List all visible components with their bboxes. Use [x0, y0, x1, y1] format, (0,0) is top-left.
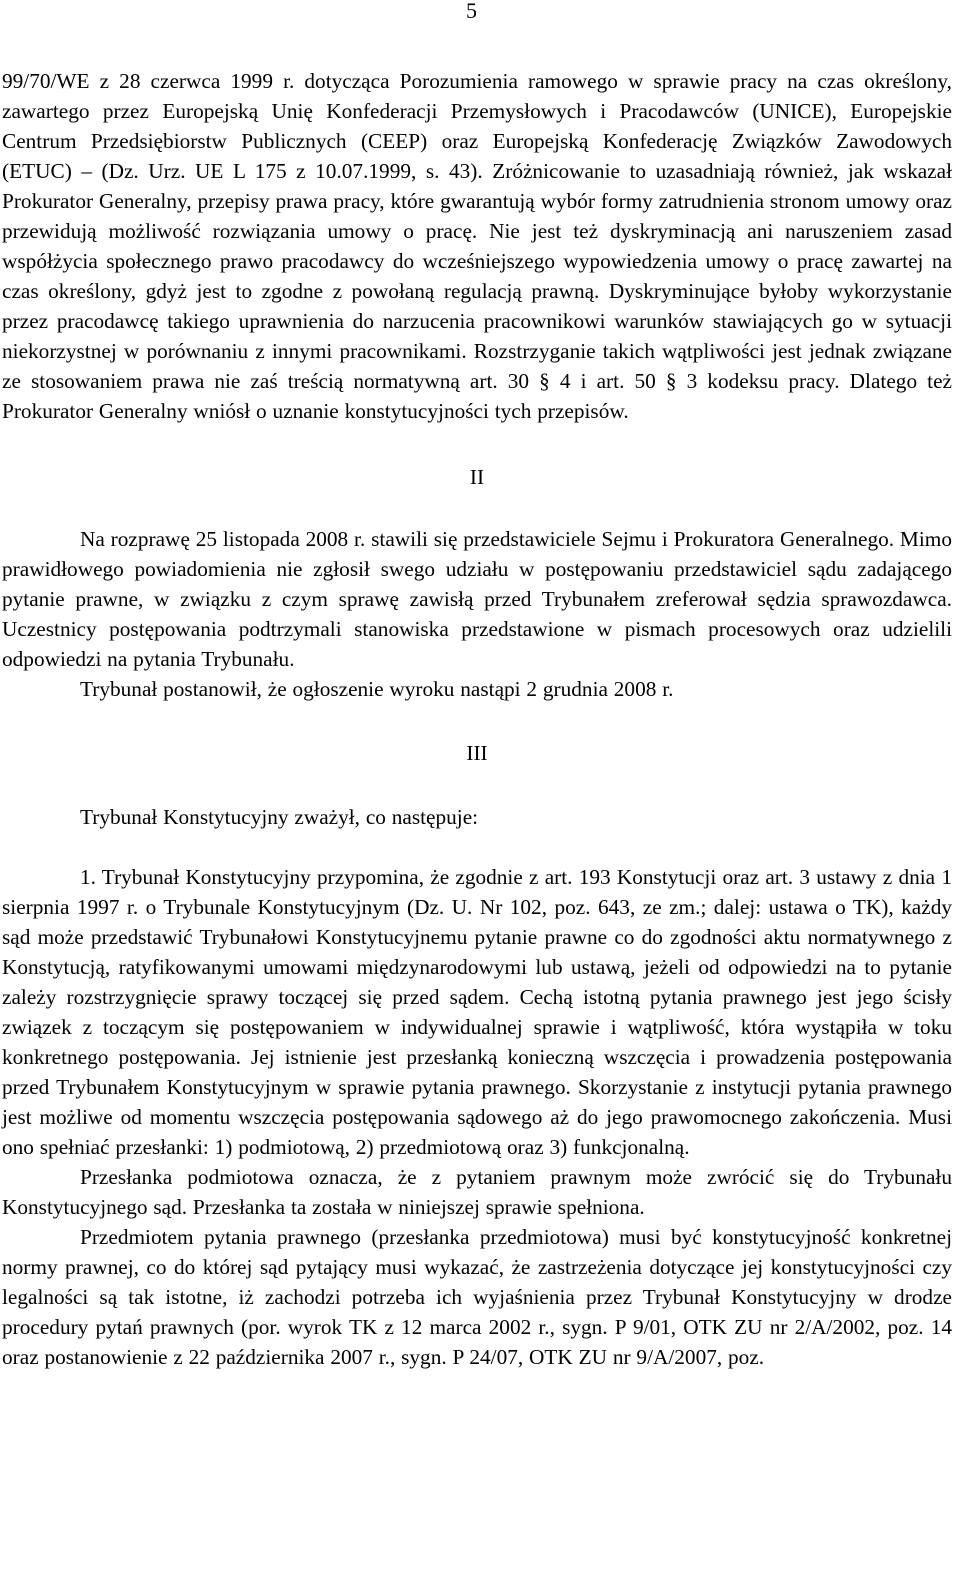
paragraph-hearing: Na rozprawę 25 listopada 2008 r. stawili się przedstawiciele Sejmu i Prokuratora Generalnego. Mimo prawidłowego powiadomienia nie zgłosił swego udziału w postępowaniu przedstawiciel sądu zadającego pytanie prawne, w związku z czym sprawę zawisłą przed Trybunałem zreferował sędzia sprawozdawca. Uczestnicy postępowania podtrzymali stanowiska przedstawione w pismach procesowych oraz udzielili odpowiedzi na pytania Trybunału.: [2, 527, 952, 671]
document-body: [2, 66, 952, 1372]
paragraph-verdict-date: Trybunał postanowił, że ogłoszenie wyroku nastąpi 2 grudnia 2008 r.: [80, 677, 674, 701]
paragraph-continuation: 99/70/WE z 28 czerwca 1999 r. dotycząca Porozumienia ramowego w sprawie pracy na czas określony, zawartego przez Europejską Unię Konfederacji Przemysłowych i Pracodawców (UNICE), Europejskie Centrum Przedsiębiorstw Publicznych (CEEP) oraz Europejską Konfederację Związków Zawodowych (ETUC) – (Dz. Urz. UE L 175 z 10.07.1999, s. 43). Zróżnicowanie to uzasadniają również, jak wskazał Prokurator Generalny, przepisy prawa pracy, które gwarantują wybór formy zatrudnienia stronom umowy oraz przewidują możliwość rozwiązania umowy o pracę. Nie jest też dyskryminacją ani naruszeniem zasad współżycia społecznego prawo pracodawcy do wcześniejszego wypowiedzenia umowy o pracę zawartej na czas określony, gdyż jest to zgodne z powołaną regulacją prawną. Dyskryminujące byłoby wykorzystanie przez pracodawcę takiego uprawnienia do narzucenia pracownikowi warunków stawiających go w sytuacji niekorzystnej w porównaniu z innymi pracownikami. Rozstrzyganie takich wątpliwości jest jednak związane ze stosowaniem prawa nie zaś treścią normatywną art. 30 § 4 i art. 50 § 3 kodeksu pracy. Dlatego też Prokurator Generalny wniósł o uznanie konstytucyjności tych przepisów.: [2, 69, 952, 423]
page-number: 5: [466, 0, 477, 23]
paragraph-subjective-premise: Przesłanka podmiotowa oznacza, że z pytaniem prawnym może zwrócić się do Trybunału Konstytucyjnego sąd. Przesłanka ta została w niniejszej sprawie spełniona.: [2, 1165, 952, 1219]
paragraph-point-1: 1. Trybunał Konstytucyjny przypomina, że zgodnie z art. 193 Konstytucji oraz art. 3 ustawy z dnia 1 sierpnia 1997 r. o Trybunale Konstytucyjnym (Dz. U. Nr 102, poz. 643, ze zm.; dalej: ustawa o TK), każdy sąd może przedstawić Trybunałowi Konstytucyjnemu pytanie prawne co do zgodności aktu normatywnego z Konstytucją, ratyfikowanymi umowami międzynarodowymi lub ustawą, jeżeli od odpowiedzi na to pytanie zależy rozstrzygnięcie sprawy toczącej się przed sądem. Cechą istotną pytania prawnego jest jego ścisły związek z toczącym się postępowaniem w indywidualnej sprawie i wątpliwość, która wystąpiła w toku konkretnego postępowania. Jej istnienie jest przesłanką konieczną wszczęcia i prowadzenia postępowania przed Trybunałem Konstytucyjnym w sprawie pytania prawnego. Skorzystanie z instytucji pytania prawnego jest możliwe od momentu wszczęcia postępowania sądowego aż do jego prawomocnego zakończenia. Musi ono spełniać przesłanki: 1) podmiotową, 2) przedmiotową oraz 3) funkcjonalną.: [2, 865, 952, 1159]
paragraph-objective-premise: Przedmiotem pytania prawnego (przesłanka przedmiotowa) musi być konstytucyjność konkretnej normy prawnej, co do której sąd pytający musi wykazać, że zastrzeżenia dotyczące jej konstytucyjności czy legalności są tak istotne, iż zachodzi potrzeba ich wyjaśnienia przez Trybunał Konstytucyjny w drodze procedury pytań prawnych (por. wyrok TK z 12 marca 2002 r., sygn. P 9/01, OTK ZU nr 2/A/2002, poz. 14 oraz postanowienie z 22 października 2007 r., sygn. P 24/07, OTK ZU nr 9/A/2007, poz.: [2, 1225, 952, 1369]
section-heading-3: III: [466, 741, 488, 765]
section-heading-2: II: [469, 465, 485, 489]
paragraph-considerations-intro: Trybunał Konstytucyjny zważył, co następuje:: [80, 805, 479, 829]
